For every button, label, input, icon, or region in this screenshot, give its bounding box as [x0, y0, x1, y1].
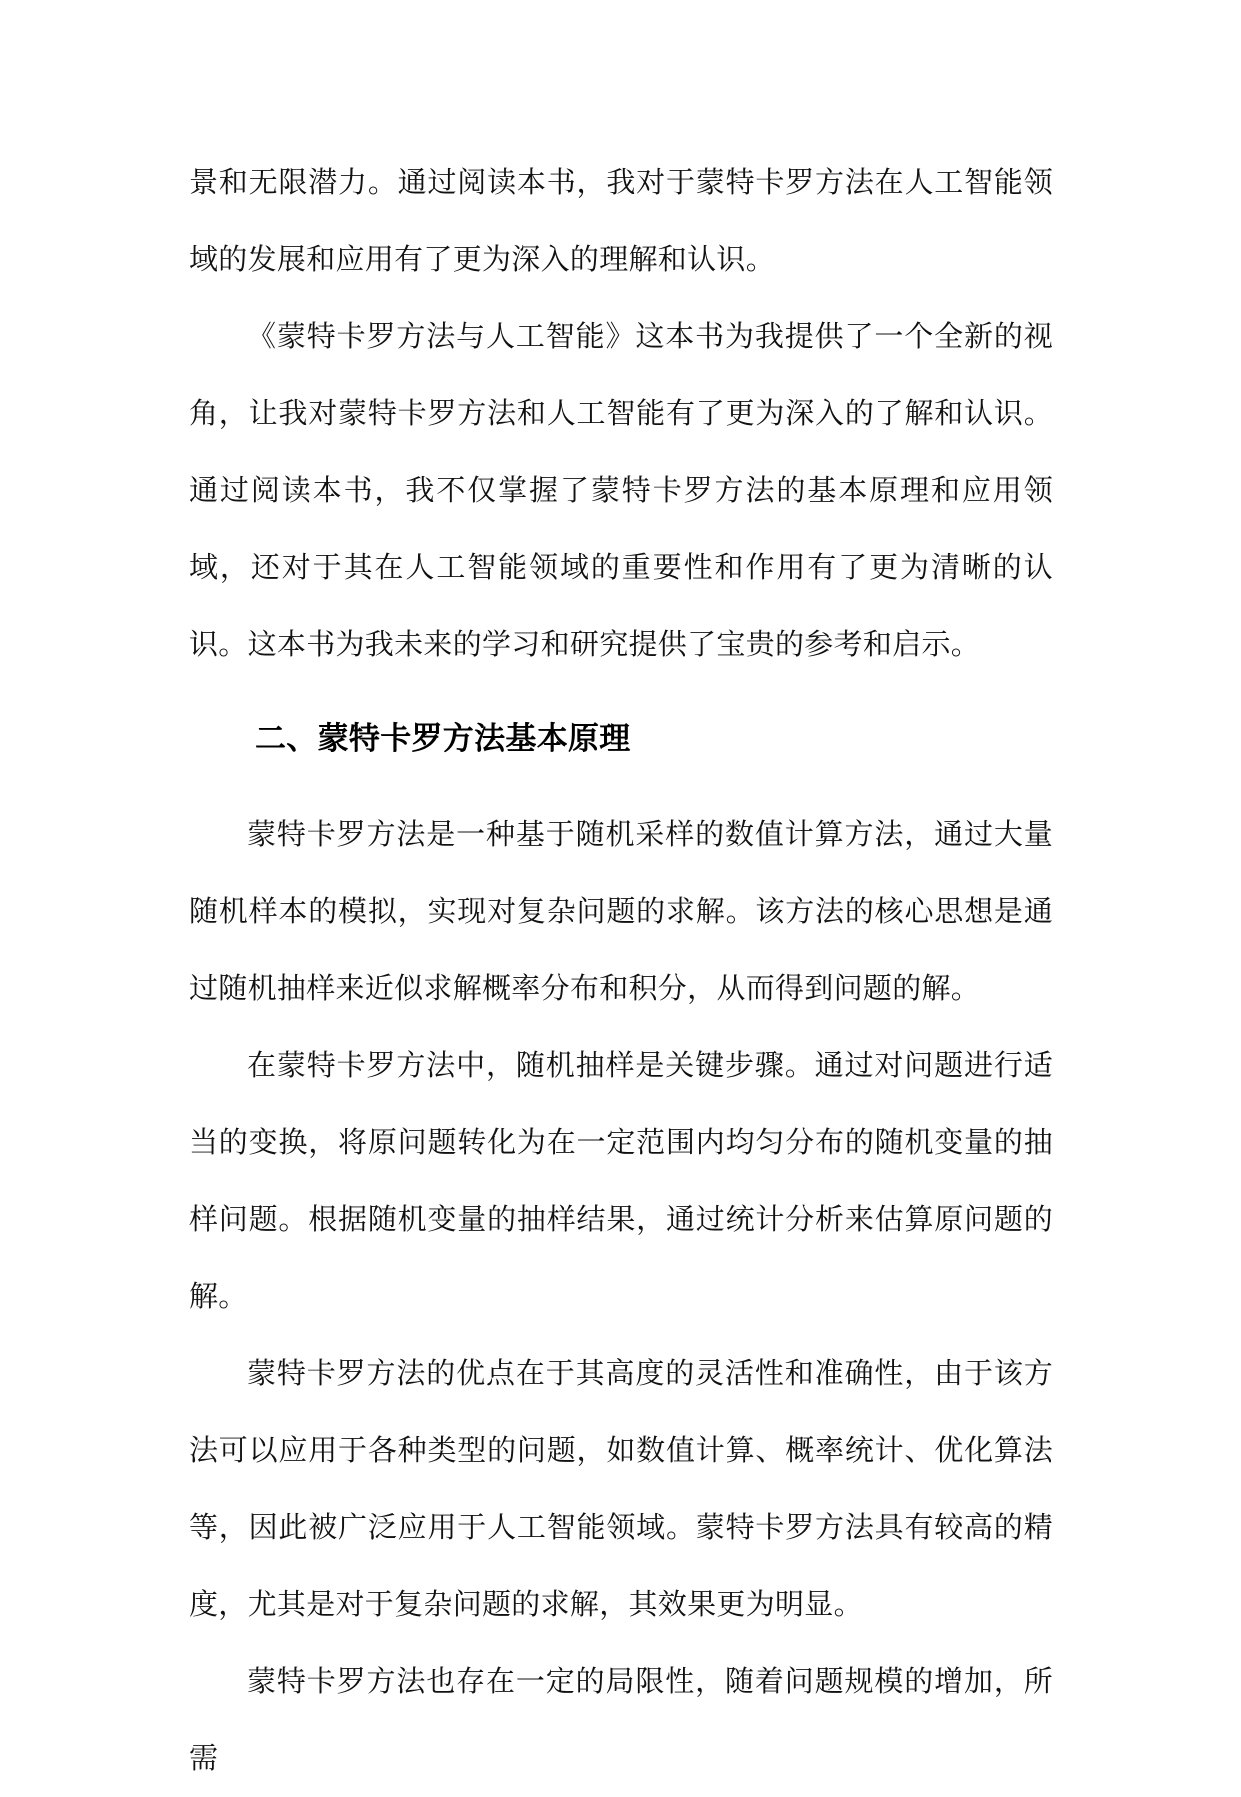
paragraph-book-reflection: 《蒙特卡罗方法与人工智能》这本书为我提供了一个全新的视角，让我对蒙特卡罗方法和人工智能有了更为深入的了解和认识。通过阅读本书，我不仅掌握了蒙特卡罗方法的基本原理和应用领域，还对于其在人工智能领域的重要性和作用有了更为清晰的认识。这本书为我未来的学习和研究提供了宝贵的参考和启示。 [189, 319, 1053, 661]
paragraph-limitations: 蒙特卡罗方法也存在一定的局限性，随着问题规模的增加，所需 [189, 1664, 1053, 1775]
paragraph-advantages: 蒙特卡罗方法的优点在于其高度的灵活性和准确性，由于该方法可以应用于各种类型的问题，如数值计算、概率统计、优化算法等，因此被广泛应用于人工智能领域。蒙特卡罗方法具有较高的精度，尤其是对于复杂问题的求解，其效果更为明显。 [189, 1356, 1053, 1621]
text-column [189, 144, 1053, 1797]
section-heading: 二、蒙特卡罗方法基本原理 [255, 721, 631, 757]
paragraph-continuation: 景和无限潜力。通过阅读本书，我对于蒙特卡罗方法在人工智能领域的发展和应用有了更为深入的理解和认识。 [189, 165, 1053, 276]
paragraph-method-definition: 蒙特卡罗方法是一种基于随机采样的数值计算方法，通过大量随机样本的模拟，实现对复杂问题的求解。该方法的核心思想是通过随机抽样来近似求解概率分布和积分，从而得到问题的解。 [189, 817, 1053, 1005]
paragraph-random-sampling: 在蒙特卡罗方法中，随机抽样是关键步骤。通过对问题进行适当的变换，将原问题转化为在一定范围内均匀分布的随机变量的抽样问题。根据随机变量的抽样结果，通过统计分析来估算原问题的解。 [189, 1048, 1053, 1313]
